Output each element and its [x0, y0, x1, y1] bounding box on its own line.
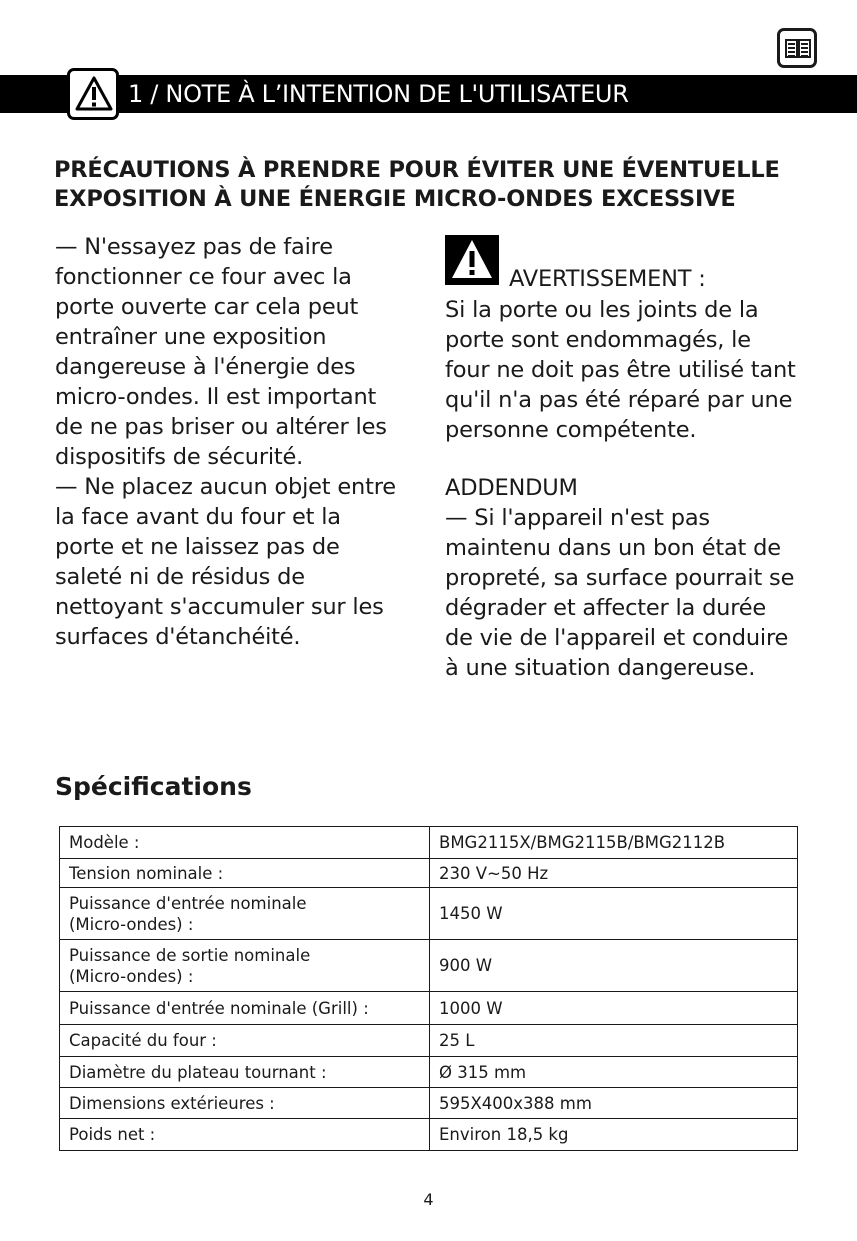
text-line: Si la porte ou les joints de la [445, 297, 759, 323]
manual-page-left [785, 39, 798, 58]
text-line: surfaces d'étanchéité. [55, 624, 301, 650]
text-line: dispositifs de sécurité. [55, 444, 304, 470]
spec-label: Puissance d'entrée nominale (Grill) : [60, 992, 430, 1025]
text-line: saleté ni de résidus de [55, 564, 305, 590]
manual-page-right [798, 39, 811, 58]
text-line: dégrader et affecter la durée [445, 595, 767, 621]
spec-label: Diamètre du plateau tournant : [60, 1057, 430, 1088]
precautions-right-column [445, 295, 805, 683]
table-row [60, 992, 798, 1025]
text-line: — Si l'appareil n'est pas [445, 505, 710, 531]
precautions-title [54, 156, 780, 214]
spec-label: Modèle : [60, 827, 430, 859]
manual-book-icon [777, 28, 817, 68]
spec-label: Capacité du four : [60, 1025, 430, 1057]
text-line: maintenu dans un bon état de [445, 535, 781, 561]
text-line: personne compétente. [445, 417, 697, 443]
text-line: de vie de l'appareil et conduire [445, 625, 789, 651]
warning-heading: AVERTISSEMENT : [509, 266, 706, 292]
table-row [60, 827, 798, 859]
warning-icon [445, 235, 499, 285]
spec-value: 900 W [430, 940, 798, 992]
section-title: 1 / NOTE À L’INTENTION DE L'UTILISATEUR [128, 80, 629, 108]
table-row [60, 940, 798, 992]
text-line: entraîner une exposition [55, 324, 327, 350]
spec-label: Poids net : [60, 1119, 430, 1151]
text-line: la face avant du four et la [55, 504, 341, 530]
specifications-title: Spécifications [55, 772, 252, 801]
warning-icon [67, 68, 119, 120]
text-line: micro-ondes. Il est important [55, 384, 377, 410]
addendum-heading: ADDENDUM [445, 475, 578, 501]
table-row [60, 1057, 798, 1088]
table-row [60, 1025, 798, 1057]
spec-label: Puissance d'entrée nominale (Micro-ondes) : [60, 888, 430, 940]
text-line: qu'il n'a pas été réparé par une [445, 387, 793, 413]
spec-value: Environ 18,5 kg [430, 1119, 798, 1151]
precautions-title-line: PRÉCAUTIONS À PRENDRE POUR ÉVITER UNE ÉVENTUELLE [54, 157, 780, 183]
spec-value: 595X400x388 mm [430, 1088, 798, 1119]
text-line: porte et ne laissez pas de [55, 534, 340, 560]
precautions-title-line: EXPOSITION À UNE ÉNERGIE MICRO-ONDES EXCESSIVE [54, 186, 736, 212]
text-line: propreté, sa surface pourrait se [445, 565, 795, 591]
text-line: dangereuse à l'énergie des [55, 354, 356, 380]
text-line: nettoyant s'accumuler sur les [55, 594, 384, 620]
spec-value: BMG2115X/BMG2115B/BMG2112B [430, 827, 798, 859]
text-line: fonctionner ce four avec la [55, 264, 352, 290]
table-row [60, 859, 798, 888]
spec-value: 1450 W [430, 888, 798, 940]
spec-label: Dimensions extérieures : [60, 1088, 430, 1119]
spec-label: Tension nominale : [60, 859, 430, 888]
spec-value: 25 L [430, 1025, 798, 1057]
spec-value: Ø 315 mm [430, 1057, 798, 1088]
spec-label: Puissance de sortie nominale (Micro-ondes) : [60, 940, 430, 992]
text-line: à une situation dangereuse. [445, 655, 756, 681]
precautions-left-column [55, 232, 405, 652]
table-row [60, 1119, 798, 1151]
text-line: four ne doit pas être utilisé tant [445, 357, 796, 383]
text-line: de ne pas briser ou altérer les [55, 414, 387, 440]
spec-value: 1000 W [430, 992, 798, 1025]
text-line: — Ne placez aucun objet entre [55, 474, 396, 500]
specifications-table [59, 826, 798, 1151]
table-row [60, 1088, 798, 1119]
table-row [60, 888, 798, 940]
spec-value: 230 V~50 Hz [430, 859, 798, 888]
text-line: porte sont endommagés, le [445, 327, 751, 353]
page-number: 4 [423, 1190, 434, 1209]
text-line: porte ouverte car cela peut [55, 294, 359, 320]
text-line: — N'essayez pas de faire [55, 234, 333, 260]
